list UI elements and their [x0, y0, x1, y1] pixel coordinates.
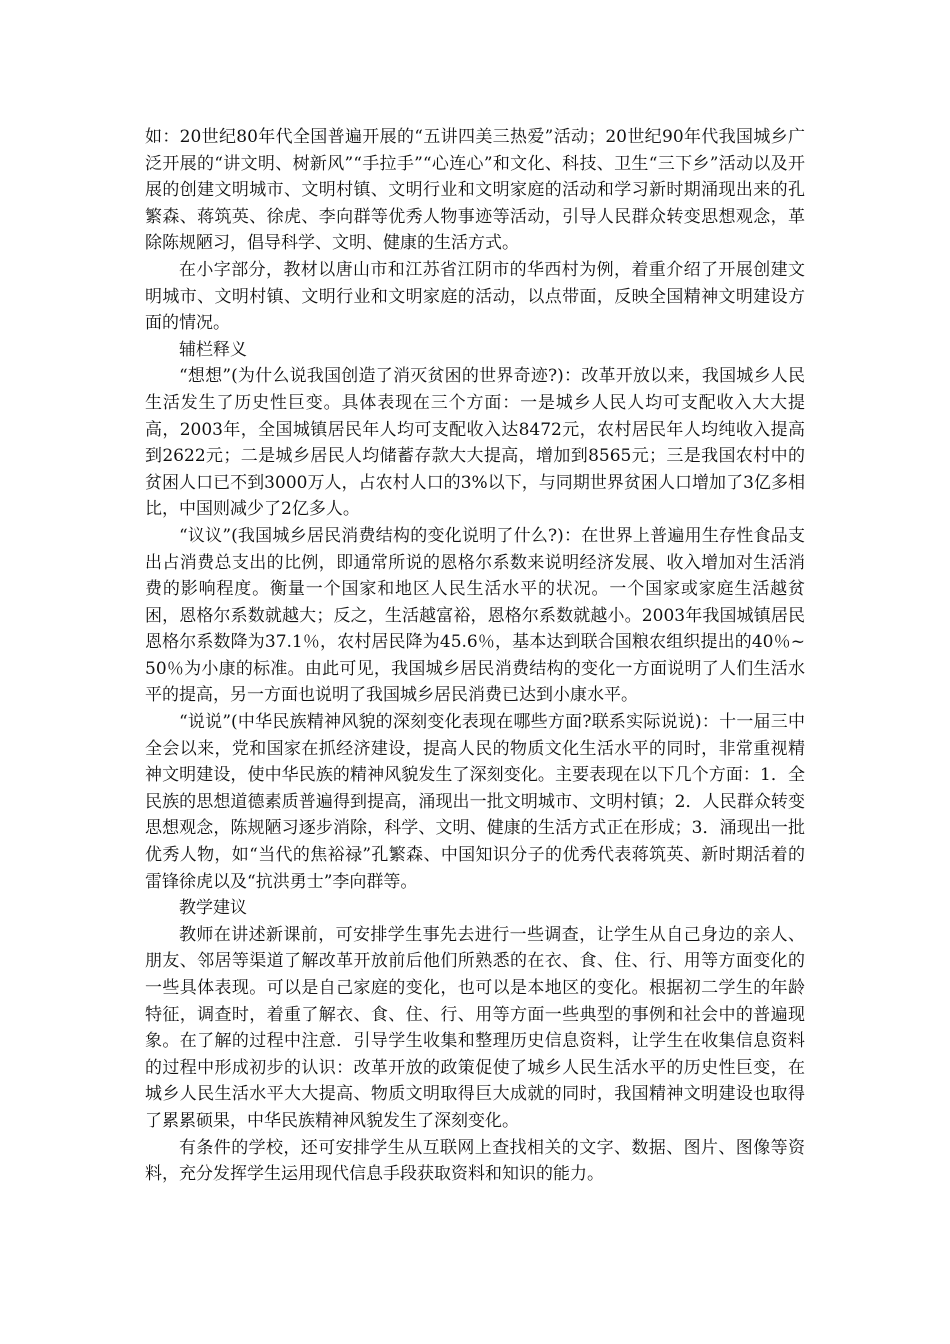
body-paragraph-think: “想想”(为什么说我国创造了消灭贫困的世界奇迹?)：改革开放以来，我国城乡人民生活发生了历史性巨变。具体表现在三个方面：一是城乡人民人均可支配收入大大提高，2003年，全国城镇居民年人均可支配收入达8472元，农村居民年人均纯收入提高到2622元；二是城乡居民人均储蓄存款大大提高，增加到8565元；三是我国农村中的贫困人口已不到3000万人，占农村人口的3%以下，与同期世界贫困人口增加了3亿多相比，中国则减少了2亿多人。: [145, 366, 805, 520]
body-paragraph-continuation: 如：20世纪80年代全国普遍开展的“五讲四美三热爱”活动；20世纪90年代我国城乡广泛开展的“讲文明、树新风”“手拉手”“心连心”和文化、科技、卫生“三下乡”活动以及开展的创建文明城市、文明村镇、文明行业和文明家庭的活动和学习新时期涌现出来的孔繁森、蒋筑英、徐虎、李向群等优秀人物事迹等活动，引导人民群众转变思想观念，革除陈规陋习，倡导科学、文明、健康的生活方式。: [145, 127, 805, 254]
section-heading-teaching-suggestions: 教学建议: [179, 898, 247, 919]
body-paragraph-teaching-survey: 教师在讲述新课前，可安排学生事先去进行一些调查，让学生从自己身边的亲人、朋友、邻居等渠道了解改革开放前后他们所熟悉的在衣、食、住、行、用等方面变化的一些具体表现。可以是自己家庭的变化，也可以是本地区的变化。根据初二学生的年龄特征，调查时，着重了解衣、食、住、行、用等方面一些典型的事例和社会中的普遍现象。在了解的过程中注意．引导学生收集和整理历史信息资料，让学生在收集信息资料的过程中形成初步的认识：改革开放的政策促使了城乡人民生活水平的历史性巨变，在城乡人民生活水平大大提高、物质文明取得巨大成就的同时，我国精神文明建设也取得了累累硕果，中华民族精神风貌发生了深刻变化。: [145, 924, 805, 1131]
section-heading-sidebar-notes: 辅栏释义: [179, 339, 247, 360]
body-paragraph-small-print-note: 在小字部分，教材以唐山市和江苏省江阴市的华西村为例，着重介绍了开展创建文明城市、文明村镇、文明行业和文明家庭的活动，以点带面，反映全国精神文明建设方面的情况。: [145, 259, 805, 334]
body-paragraph-talk: “说说”(中华民族精神风貌的深刻变化表现在哪些方面?联系实际说说)：十一届三中全会以来，党和国家在抓经济建设，提高人民的物质文化生活水平的同时，非常重视精神文明建设，使中华民族的精神风貌发生了深刻变化。主要表现在以下几个方面：1．全民族的思想道德素质普遍得到提高，涌现出一批文明城市、文明村镇；2．人民群众转变思想观念，陈规陋习逐步消除，科学、文明、健康的生活方式正在形成；3．涌现出一批优秀人物，如“当代的焦裕禄”孔繁森、中国知识分子的优秀代表蒋筑英、新时期活着的雷锋徐虎以及“抗洪勇士”李向群等。: [145, 712, 805, 892]
body-paragraph-internet-resources: 有条件的学校，还可安排学生从互联网上查找相关的文字、数据、图片、图像等资料，充分发挥学生运用现代信息手段获取资料和知识的能力。: [145, 1137, 805, 1185]
body-paragraph-discuss: “议议”(我国城乡居民消费结构的变化说明了什么?)：在世界上普遍用生存性食品支出占消费总支出的比例，即通常所说的恩格尔系数来说明经济发展、收入增加对生活消费的影响程度。衡量一个国家和地区人民生活水平的状况。一个国家或家庭生活越贫困，恩格尔系数就越大；反之，生活越富裕，恩格尔系数就越小。2003年我国城镇居民恩格尔系数降为37.1％，农村居民降为45.6％，基本达到联合国粮农组织提出的40％~50％为小康的标准。由此可见，我国城乡居民消费结构的变化一方面说明了人们生活水平的提高，另一方面也说明了我国城乡居民消费已达到小康水平。: [145, 525, 805, 706]
document-page: [145, 124, 805, 1188]
